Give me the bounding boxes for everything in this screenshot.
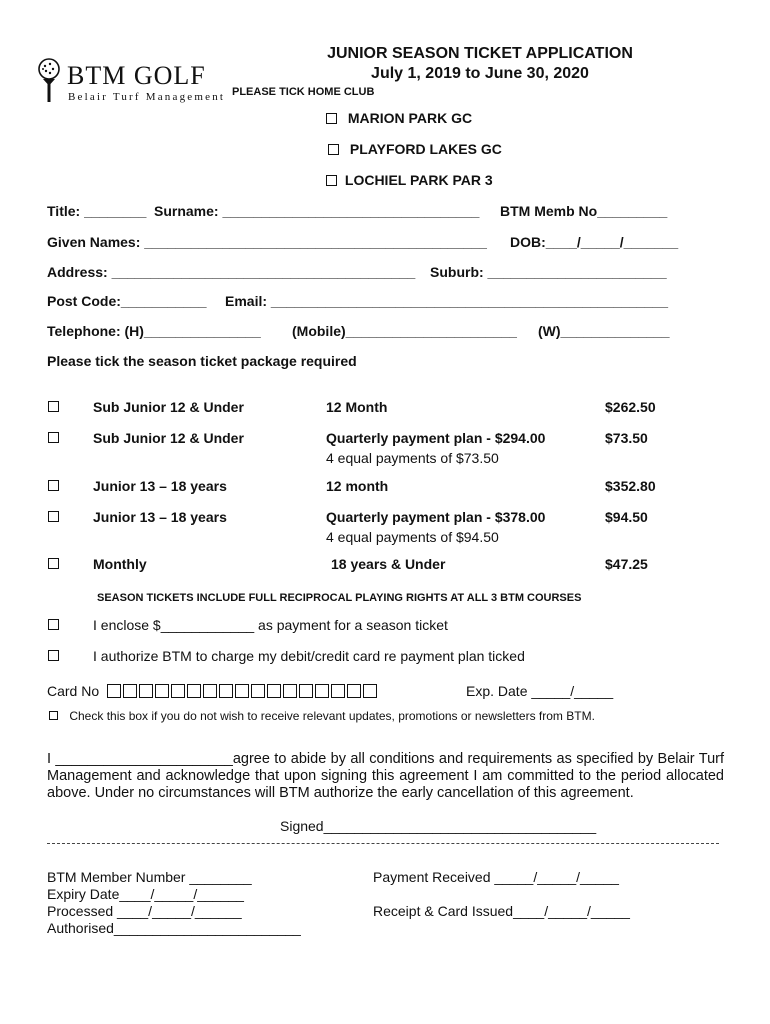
- club-label: MARION PARK GC: [347, 110, 473, 126]
- logo-name: BTM GOLF: [67, 61, 206, 90]
- divider: [47, 843, 719, 844]
- club-option[interactable]: [326, 110, 472, 126]
- work-phone-field[interactable]: (W)______________: [538, 323, 670, 339]
- package-checkbox[interactable]: [48, 480, 59, 491]
- card-digit-box[interactable]: [171, 684, 185, 698]
- card-digit-box[interactable]: [251, 684, 265, 698]
- optout-checkbox[interactable]: [49, 711, 58, 720]
- package-plan: Quarterly payment plan - $378.00: [326, 509, 546, 525]
- package-name: Sub Junior 12 & Under: [93, 430, 244, 446]
- card-digit-box[interactable]: [267, 684, 281, 698]
- card-digit-box[interactable]: [219, 684, 233, 698]
- mobile-field[interactable]: (Mobile)______________________: [292, 323, 517, 339]
- package-checkbox[interactable]: [48, 511, 59, 522]
- package-plan: 18 years & Under: [331, 556, 446, 572]
- surname-field[interactable]: Surname: _________________________________: [154, 203, 480, 219]
- club-option[interactable]: [328, 141, 502, 157]
- dob-field[interactable]: DOB:____/_____/_______: [510, 234, 679, 250]
- member-number-field[interactable]: BTM Memb No_________: [500, 203, 668, 219]
- package-checkbox[interactable]: [48, 401, 59, 412]
- office-processed[interactable]: Processed ____/_____/______: [47, 903, 242, 919]
- authorize-checkbox[interactable]: [48, 650, 59, 661]
- home-club-prompt: PLEASE TICK HOME CLUB: [232, 86, 375, 98]
- email-field[interactable]: Email: ___________________________________________________: [225, 293, 668, 309]
- card-digit-box[interactable]: [107, 684, 121, 698]
- club-checkbox[interactable]: [326, 175, 337, 186]
- package-prompt: Please tick the season ticket package required: [47, 353, 357, 369]
- package-checkbox[interactable]: [48, 432, 59, 443]
- package-name: Monthly: [93, 556, 147, 572]
- authorize-label: I authorize BTM to charge my debit/credit card re payment plan ticked: [93, 648, 525, 664]
- agreement-text: I ______________________agree to abide by all conditions and requirements as specified by Belair Turf Management and acknowledge that upon signing this agreement I am committed to the period allocated above. Under no circumstances will BTM authorize the early cancellation of this agreement.: [47, 751, 724, 801]
- card-digit-box[interactable]: [299, 684, 313, 698]
- office-receipt-issued[interactable]: Receipt & Card Issued____/_____/_____: [373, 903, 630, 919]
- card-digit-box[interactable]: [283, 684, 297, 698]
- card-digit-box[interactable]: [235, 684, 249, 698]
- card-digit-box[interactable]: [123, 684, 137, 698]
- signature-field[interactable]: Signed___________________________________: [280, 818, 597, 834]
- package-name: Junior 13 – 18 years: [93, 478, 227, 494]
- card-number-row: [47, 683, 377, 699]
- office-payment-received[interactable]: Payment Received _____/_____/_____: [373, 869, 619, 885]
- card-digit-box[interactable]: [315, 684, 329, 698]
- form-dates: July 1, 2019 to June 30, 2020: [371, 65, 589, 82]
- office-expiry-date[interactable]: Expiry Date____/_____/______: [47, 886, 244, 902]
- card-digit-box[interactable]: [187, 684, 201, 698]
- postcode-field[interactable]: Post Code:___________: [47, 293, 207, 309]
- package-checkbox[interactable]: [48, 558, 59, 569]
- card-digit-box[interactable]: [363, 684, 377, 698]
- optout-option[interactable]: [49, 709, 595, 723]
- enclose-label: I enclose $____________ as payment for a season ticket: [93, 617, 448, 633]
- card-digit-box[interactable]: [203, 684, 217, 698]
- package-price: $262.50: [605, 399, 656, 415]
- enclose-checkbox[interactable]: [48, 619, 59, 630]
- address-field[interactable]: Address: _______________________________________: [47, 264, 416, 280]
- card-digit-box[interactable]: [155, 684, 169, 698]
- package-price: $352.80: [605, 478, 656, 494]
- card-digit-box[interactable]: [347, 684, 361, 698]
- card-digit-box[interactable]: [139, 684, 153, 698]
- package-plan: Quarterly payment plan - $294.00: [326, 430, 546, 446]
- given-names-field[interactable]: Given Names: ____________________________________________: [47, 234, 487, 250]
- card-digit-box[interactable]: [331, 684, 345, 698]
- package-name: Sub Junior 12 & Under: [93, 399, 244, 415]
- optout-label: Check this box if you do not wish to receive relevant updates, promotions or newsletters from BTM.: [69, 709, 595, 723]
- form-title: JUNIOR SEASON TICKET APPLICATION: [327, 45, 633, 62]
- package-plan: 12 month: [326, 478, 389, 494]
- office-authorised[interactable]: Authorised________________________: [47, 920, 301, 936]
- club-label: LOCHIEL PARK PAR 3: [344, 172, 493, 188]
- club-option[interactable]: [326, 172, 493, 188]
- package-price: $47.25: [605, 556, 648, 572]
- home-phone-field[interactable]: Telephone: (H)_______________: [47, 323, 261, 339]
- card-number-label: Card No: [47, 683, 100, 699]
- package-note: 4 equal payments of $94.50: [326, 529, 499, 545]
- package-price: $73.50: [605, 430, 648, 446]
- suburb-field[interactable]: Suburb: _______________________: [430, 264, 667, 280]
- club-checkbox[interactable]: [328, 144, 339, 155]
- reciprocal-note: SEASON TICKETS INCLUDE FULL RECIPROCAL PLAYING RIGHTS AT ALL 3 BTM COURSES: [97, 592, 582, 604]
- office-member-number[interactable]: BTM Member Number ________: [47, 869, 252, 885]
- title-field[interactable]: Title: ________: [47, 203, 147, 219]
- club-checkbox[interactable]: [326, 113, 337, 124]
- expiry-date-field[interactable]: Exp. Date _____/_____: [466, 683, 614, 699]
- club-label: PLAYFORD LAKES GC: [349, 141, 502, 157]
- package-price: $94.50: [605, 509, 648, 525]
- card-number-boxes[interactable]: [107, 684, 377, 698]
- logo-subtitle: Belair Turf Management: [68, 91, 226, 103]
- package-note: 4 equal payments of $73.50: [326, 450, 499, 466]
- package-plan: 12 Month: [326, 399, 388, 415]
- package-name: Junior 13 – 18 years: [93, 509, 227, 525]
